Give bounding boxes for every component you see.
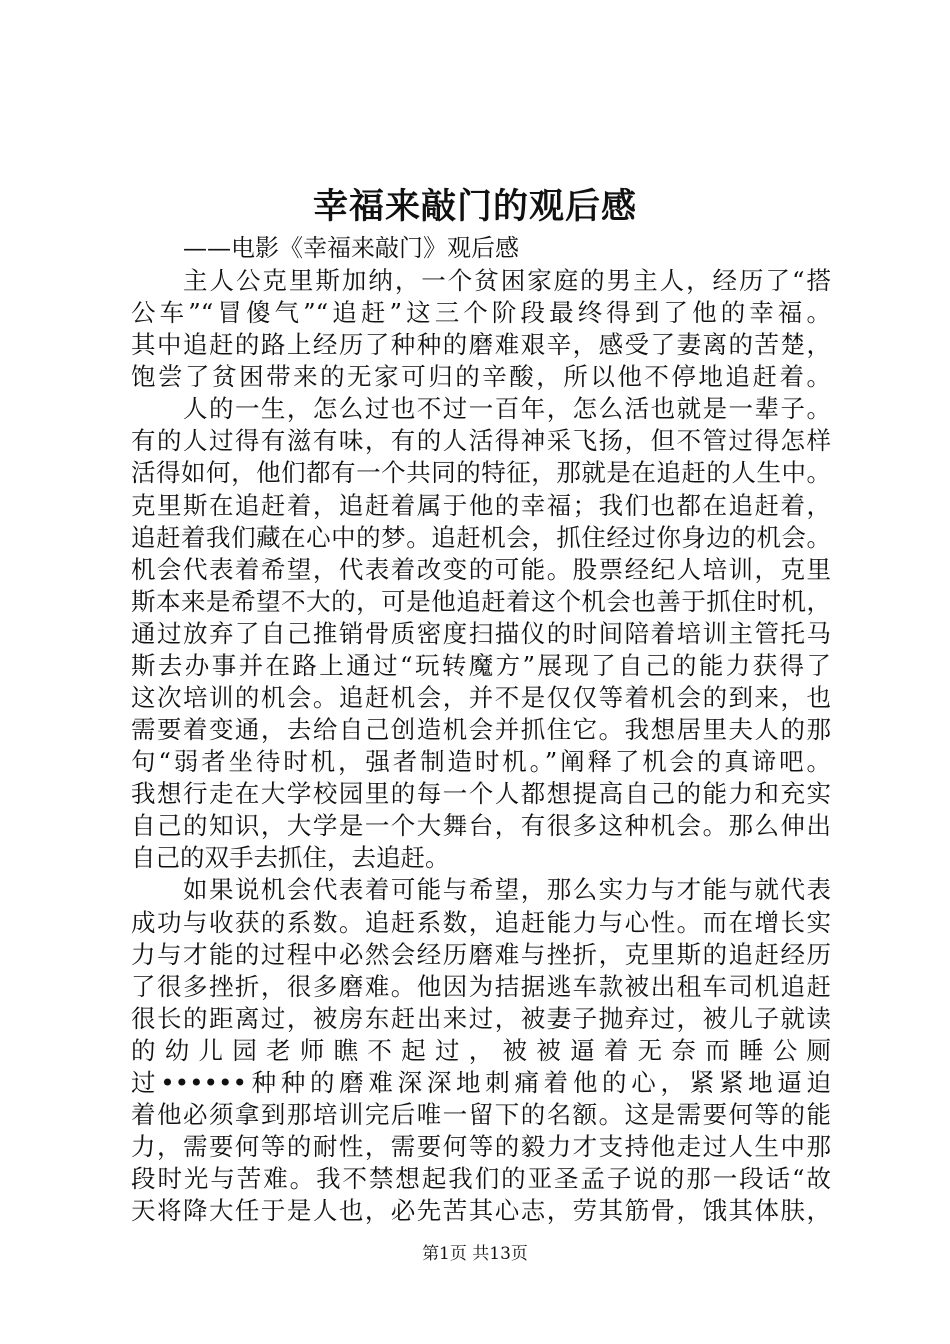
body-line: 很长的距离过，被房东赶出来过，被妻子抛弃过，被儿子就读: [131, 1003, 831, 1033]
body-line: 需要着变通，去给自己创造机会并抓住它。我想居里夫人的那: [131, 715, 831, 745]
body-line: 饱尝了贫困带来的无家可归的辛酸，所以他不停地追赶着。: [131, 362, 831, 392]
document-title: 幸福来敲门的观后感: [312, 187, 637, 227]
body-line: 其中追赶的路上经历了种种的磨难艰辛，感受了妻离的苦楚，: [131, 330, 831, 360]
body-line: 段时光与苦难。我不禁想起我们的亚圣孟子说的那一段话“故: [131, 1164, 831, 1194]
body-line: 过••••••种种的磨难深深地刺痛着他的心，紧紧地逼迫: [131, 1067, 831, 1097]
body-line: 自己的知识，大学是一个大舞台，有很多这种机会。那么伸出: [131, 811, 831, 841]
body-line: 自己的双手去抓住，去追赶。: [131, 843, 450, 873]
body-line: 克里斯在追赶着，追赶着属于他的幸福；我们也都在追赶着，: [131, 490, 831, 520]
body-line: 的幼儿园老师瞧不起过，被被逼着无奈而睡公厕: [131, 1035, 831, 1065]
body-line: 斯本来是希望不大的，可是他追赶着这个机会也善于抓住时机，: [131, 586, 831, 616]
body-line: 公车”“冒傻气”“追赶”这三个阶段最终得到了他的幸福。: [131, 298, 831, 328]
body-line: 这次培训的机会。追赶机会，并不是仅仅等着机会的到来，也: [131, 683, 831, 713]
body-line: 我想行走在大学校园里的每一个人都想提高自己的能力和充实: [131, 779, 831, 809]
body-line: 主人公克里斯加纳，一个贫困家庭的男主人，经历了“搭: [183, 266, 831, 295]
document-subtitle: ——电影《幸福来敲门》观后感: [183, 234, 519, 262]
body-line: 句“弱者坐待时机，强者制造时机。”阐释了机会的真谛吧。: [131, 747, 831, 777]
document-body: [131, 265, 831, 1227]
body-line: 力，需要何等的耐性，需要何等的毅力才支持他走过人生中那: [131, 1132, 831, 1162]
body-line: 有的人过得有滋有味，有的人活得神采飞扬，但不管过得怎样: [131, 426, 831, 456]
body-line: 天将降大任于是人也，必先苦其心志，劳其筋骨，饿其体肤，: [131, 1196, 831, 1226]
body-line: 着他必须拿到那培训完后唯一留下的名额。这是需要何等的能: [131, 1100, 831, 1130]
body-line: 通过放弃了自己推销骨质密度扫描仪的时间陪着培训主管托马: [131, 618, 831, 648]
body-line: 斯去办事并在路上通过“玩转魔方”展现了自己的能力获得了: [131, 650, 831, 680]
page-footer: 第1页 共13页: [422, 1244, 528, 1264]
body-line: 机会代表着希望，代表着改变的可能。股票经纪人培训，克里: [131, 554, 831, 584]
body-line: 人的一生，怎么过也不过一百年，怎么活也就是一辈子。: [183, 394, 831, 424]
body-line: 如果说机会代表着可能与希望，那么实力与才能与就代表: [183, 875, 831, 905]
body-line: 成功与收获的系数。追赶系数，追赶能力与心性。而在增长实: [131, 907, 831, 937]
body-line: 力与才能的过程中必然会经历磨难与挫折，克里斯的追赶经历: [131, 939, 831, 969]
body-line: 追赶着我们藏在心中的梦。追赶机会，抓住经过你身边的机会。: [131, 522, 831, 552]
body-line: 活得如何，他们都有一个共同的特征，那就是在追赶的人生中。: [131, 458, 831, 488]
body-line: 了很多挫折，很多磨难。他因为拮据逃车款被出租车司机追赶: [131, 971, 831, 1001]
